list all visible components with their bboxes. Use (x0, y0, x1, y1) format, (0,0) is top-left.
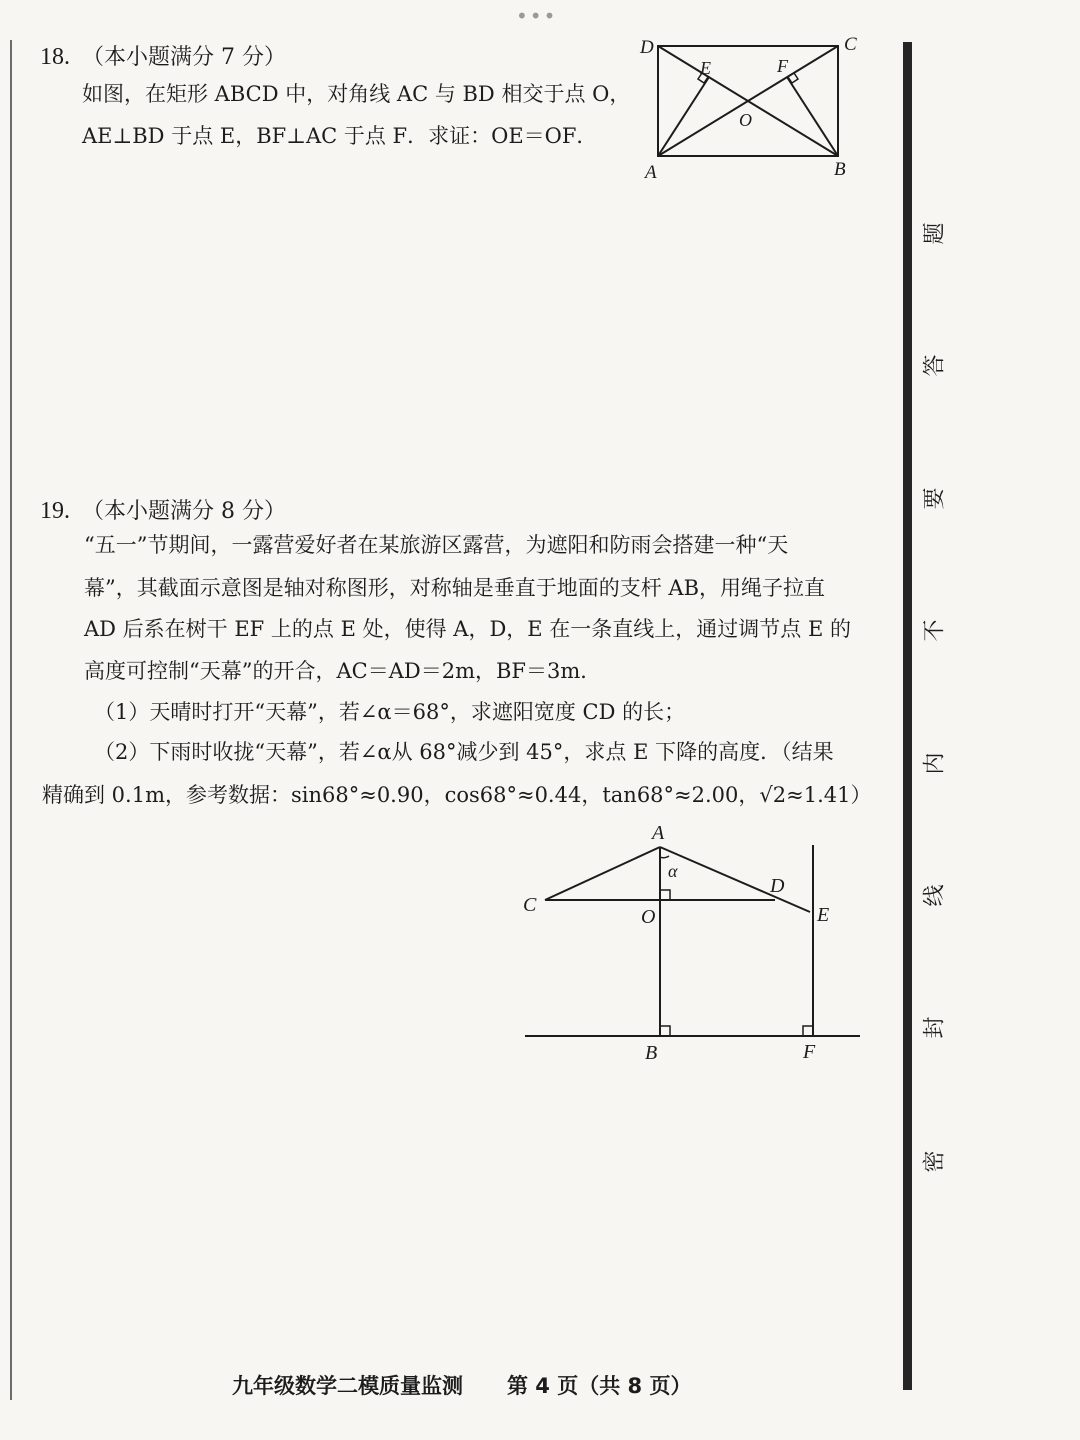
rope-ade (660, 847, 810, 912)
label-o: O (739, 110, 752, 130)
label-d: D (770, 875, 785, 897)
label-a: A (652, 822, 665, 844)
q19-number: 19. (40, 498, 70, 524)
label-f: F (803, 1041, 816, 1063)
q19-part2-continued: 精确到 0.1m，参考数据：sin68°≈0.90，cos68°≈0.44，tan68°≈2.00，√2≈1.41） (42, 783, 872, 807)
q18-text-line1: 如图，在矩形 ABCD 中，对角线 AC 与 BD 相交于点 O， (82, 82, 631, 106)
label-d: D (640, 37, 654, 58)
seal-line (903, 42, 912, 1390)
seal-char: 密 (922, 1150, 948, 1173)
q19-score: （本小题满分 8 分） (82, 499, 286, 524)
right-angle-f (803, 1026, 813, 1036)
label-o: O (641, 906, 656, 928)
seal-char: 不 (922, 619, 948, 642)
left-margin-line (10, 40, 12, 1400)
q19-part1: （1）天晴时打开“天幕”，若∠α＝68°，求遮阳宽度 CD 的长； (94, 700, 686, 724)
label-e: E (700, 58, 711, 78)
label-e: E (817, 904, 830, 926)
label-c: C (523, 894, 537, 916)
label-a: A (645, 162, 657, 183)
page-dots: ••• (516, 4, 558, 28)
seal-char: 内 (922, 752, 948, 775)
q19-text-line3: AD 后系在树干 EF 上的点 E 处，使得 A，D，E 在一条直线上，通过调节点 E 的 (84, 617, 851, 641)
q19-text-line4: 高度可控制“天幕”的开合，AC＝AD＝2m，BF＝3m． (84, 659, 602, 683)
q18-number: 18. (40, 44, 70, 70)
seal-char: 线 (922, 884, 948, 907)
label-c: C (844, 34, 857, 55)
seal-char: 答 (922, 354, 948, 377)
page-footer (232, 1370, 691, 1400)
angle-alpha-arc (660, 856, 669, 858)
label-f: F (777, 56, 788, 76)
label-alpha: α (668, 861, 678, 881)
seal-char: 要 (922, 487, 948, 510)
q18-heading (40, 40, 286, 71)
seal-char: 封 (922, 1016, 948, 1039)
segment-bf (787, 77, 838, 156)
q18-score: （本小题满分 7 分） (82, 45, 286, 70)
q19-figure (510, 815, 870, 1075)
q19-text-line2: 幕”，其截面示意图是轴对称图形，对称轴是垂直于地面的支杆 AB，用绳子拉直 (84, 576, 826, 600)
right-angle-b (660, 1026, 670, 1036)
right-angle-o (660, 890, 670, 900)
segment-ac (545, 847, 660, 900)
q19-text-line1: “五一”节期间，一露营爱好者在某旅游区露营，为遮阳和防雨会搭建一种“天 (84, 533, 789, 557)
q18-figure (630, 30, 870, 190)
seal-char: 题 (922, 222, 948, 245)
label-b: B (834, 159, 846, 180)
footer-page: 第 4 页（共 8 页） (507, 1374, 692, 1398)
q19-heading (40, 494, 286, 525)
q18-text-line2: AE⊥BD 于点 E，BF⊥AC 于点 F．求证：OE＝OF． (82, 124, 598, 148)
footer-title: 九年级数学二模质量监测 (232, 1374, 463, 1398)
label-b: B (645, 1042, 658, 1064)
q19-part2: （2）下雨时收拢“天幕”，若∠α从 68°减少到 45°，求点 E 下降的高度．（结果 (94, 740, 834, 764)
segment-ae (658, 77, 709, 156)
